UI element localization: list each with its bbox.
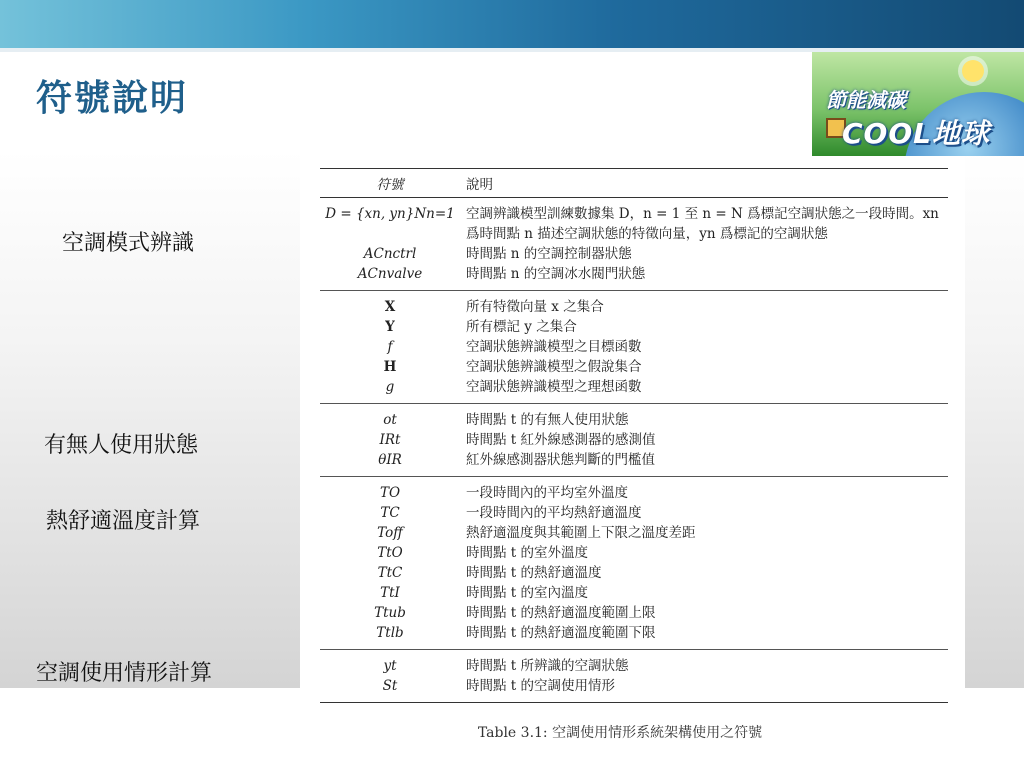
table-row: [320, 623, 948, 650]
header-symbol: 符號: [376, 177, 404, 193]
symbol-cell: H: [383, 359, 397, 375]
symbol-cell: TtC: [377, 565, 403, 581]
symbol-cell: θIR: [378, 452, 402, 468]
description-cell: 空調辨識模型訓練數據集 D，n = 1 至 n = N 爲標記空調狀態之一段時間。xn 爲時間點 n 描述空調狀態的特徵向量，yn 爲標記的空調狀態: [466, 206, 939, 242]
symbol-table: [320, 168, 948, 703]
symbol-cell: X: [384, 299, 396, 315]
side-label-ac-mode: 空調模式辨識: [62, 231, 195, 256]
symbol-cell: yt: [383, 658, 397, 674]
table-row: [320, 377, 948, 404]
table-row: [320, 404, 948, 431]
table-row: [320, 264, 948, 291]
table-group-model: [320, 291, 948, 404]
lightbulb-icon: [962, 60, 984, 82]
table-group-ac-mode: [320, 198, 948, 291]
description-cell: 一段時間內的平均室外溫度: [466, 485, 628, 501]
symbol-cell: IRt: [379, 432, 401, 448]
table-row: [320, 450, 948, 477]
logo-line1: 節能減碳: [826, 88, 906, 112]
description-cell: 時間點 n 的空調冰水閥門狀態: [466, 266, 646, 282]
side-label-thermal-comfort: 熱舒適溫度計算: [46, 509, 201, 534]
table-row: [320, 317, 948, 337]
table-row: [320, 503, 948, 523]
description-cell: 時間點 t 的室外溫度: [466, 545, 589, 561]
logo-line2: COOL地球: [842, 117, 990, 150]
description-cell: 時間點 t 的有無人使用狀態: [466, 412, 629, 428]
logo: [812, 52, 1024, 156]
symbol-cell: TO: [379, 485, 401, 501]
description-cell: 空調狀態辨識模型之假說集合: [466, 359, 642, 375]
description-cell: 時間點 t 的空調使用情形: [466, 678, 616, 694]
symbol-cell: TtI: [380, 585, 400, 601]
description-cell: 一段時間內的平均熱舒適溫度: [466, 505, 642, 521]
description-cell: 時間點 t 所辨識的空調狀態: [466, 658, 629, 674]
description-cell: 時間點 t 的熱舒適溫度範圍下限: [466, 625, 656, 641]
symbol-cell: f: [387, 339, 393, 355]
symbol-cell: TC: [380, 505, 400, 521]
symbol-cell: ACnvalve: [357, 266, 423, 282]
description-cell: 時間點 t 的室內溫度: [466, 585, 589, 601]
table-group-thermal: [320, 477, 948, 650]
symbol-cell: Toff: [377, 525, 403, 541]
description-cell: 所有特徵向量 x 之集合: [466, 299, 604, 315]
symbol-cell: St: [382, 678, 398, 694]
symbol-cell: D = {xn, yn}Nn=1: [325, 206, 455, 222]
table-row: [320, 291, 948, 318]
side-label-occupancy: 有無人使用狀態: [44, 433, 199, 458]
side-label-ac-usage: 空調使用情形計算: [36, 661, 213, 686]
table-row: [320, 603, 948, 623]
table-row: [320, 357, 948, 377]
symbol-cell: Y: [385, 319, 395, 335]
table-group-usage: [320, 650, 948, 703]
description-cell: 時間點 n 的空調控制器狀態: [466, 246, 632, 262]
table-row: [320, 198, 948, 245]
right-gradient-panel: [965, 150, 1024, 688]
table-row: [320, 477, 948, 504]
table-row: [320, 430, 948, 450]
top-banner: [0, 0, 1024, 52]
table-row: [320, 676, 948, 703]
table-row: [320, 244, 948, 264]
description-cell: 時間點 t 的熱舒適溫度範圍上限: [466, 605, 656, 621]
table-row: [320, 337, 948, 357]
symbol-cell: ACnctrl: [363, 246, 417, 262]
table-row: [320, 543, 948, 563]
table-header-row: [320, 169, 948, 198]
description-cell: 熱舒適溫度與其範圍上下限之溫度差距: [466, 525, 696, 541]
symbol-cell: Ttub: [374, 605, 406, 621]
symbol-cell: TtO: [377, 545, 403, 561]
description-cell: 空調狀態辨識模型之理想函數: [466, 379, 642, 395]
symbol-cell: g: [385, 379, 395, 395]
table-row: [320, 583, 948, 603]
table-caption: Table 3.1: 空調使用情形系統架構使用之符號: [477, 725, 763, 741]
description-cell: 時間點 t 紅外線感測器的感測值: [466, 432, 656, 448]
header-description: 說明: [466, 177, 493, 193]
symbol-cell: ot: [383, 412, 397, 428]
description-cell: 時間點 t 的熱舒適溫度: [466, 565, 602, 581]
slide-title: 符號說明: [36, 78, 189, 119]
description-cell: 所有標記 y 之集合: [466, 319, 577, 335]
table-row: [320, 563, 948, 583]
symbol-cell: Ttlb: [376, 625, 404, 641]
description-cell: 紅外線感測器狀態判斷的門檻值: [466, 452, 655, 468]
table-row: [320, 650, 948, 677]
table-row: [320, 523, 948, 543]
table-group-occupancy: [320, 404, 948, 477]
description-cell: 空調狀態辨識模型之目標函數: [466, 339, 642, 355]
